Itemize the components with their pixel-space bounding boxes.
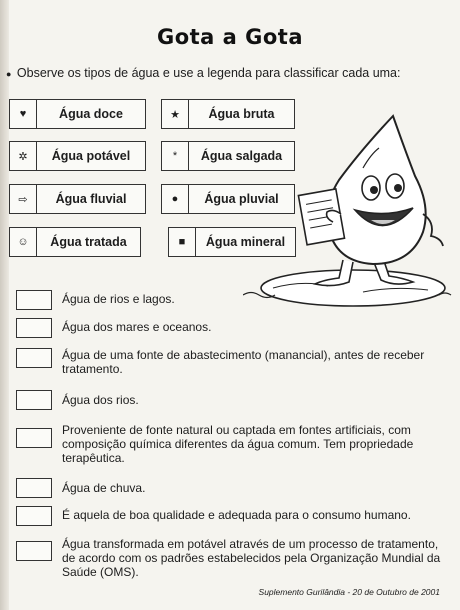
- legend-label: Água potável: [51, 149, 131, 163]
- answer-box-3[interactable]: [16, 348, 52, 368]
- legend-label: Água pluvial: [204, 192, 279, 206]
- legend-agua-doce: [9, 99, 146, 129]
- dot-icon: ●: [162, 185, 189, 213]
- legend-label: Água tratada: [50, 235, 127, 249]
- square-icon: ■: [169, 228, 196, 256]
- legend-agua-tratada: [9, 227, 141, 257]
- answer-box-8[interactable]: [16, 541, 52, 561]
- item-text-8: Água transformada em potável através de um processo de tratamento, de acordo com os padrões estabelecidos pela Organização Mundial da Saúde (OMS).: [62, 537, 441, 579]
- answer-box-2[interactable]: [16, 318, 52, 338]
- item-text-7: É aquela de boa qualidade e adequada para o consumo humano.: [62, 508, 411, 522]
- sun-icon: ✲: [10, 142, 37, 170]
- item-text-3: Água de uma fonte de abastecimento (manancial), antes de receber tratamento.: [62, 348, 425, 376]
- heart-icon: ♥: [10, 100, 37, 128]
- legend-label: Água bruta: [208, 107, 275, 121]
- star-icon: ★: [162, 100, 189, 128]
- legend-label: Água mineral: [205, 235, 286, 249]
- item-text-2: Água dos mares e oceanos.: [62, 320, 212, 334]
- legend-label: Água salgada: [200, 149, 283, 163]
- instruction-text: Observe os tipos de água e use a legenda para classificar cada uma:: [16, 66, 401, 80]
- item-text-1: Água de rios e lagos.: [62, 292, 175, 306]
- asterisk-icon: *: [162, 142, 189, 170]
- answer-box-6[interactable]: [16, 478, 52, 498]
- water-drop-mascot-illustration: [243, 110, 453, 310]
- smiley-icon: ☺: [10, 228, 37, 256]
- answer-box-4[interactable]: [16, 390, 52, 410]
- legend-agua-potavel: [9, 141, 146, 171]
- item-text-6: Água de chuva.: [62, 481, 146, 495]
- legend-agua-fluvial: [9, 184, 146, 214]
- page-title: Gota a Gota: [156, 25, 304, 49]
- item-text-5: Proveniente de fonte natural ou captada em fontes artificiais, com composição química diferentes da água comum. Tem propriedade terapêutica.: [62, 423, 414, 465]
- bullet-icon: ●: [6, 69, 12, 79]
- answer-box-7[interactable]: [16, 506, 52, 526]
- answer-box-1[interactable]: [16, 290, 52, 310]
- instruction: [6, 66, 401, 80]
- answer-box-5[interactable]: [16, 428, 52, 448]
- page-edge-shadow: [0, 0, 12, 610]
- legend-label: Água fluvial: [55, 192, 127, 206]
- legend-label: Água doce: [59, 107, 123, 121]
- footer-source: Suplemento Gurilândia - 20 de Outubro de 2001: [258, 587, 440, 597]
- item-text-4: Água dos rios.: [62, 393, 139, 407]
- arrow-icon: ⇨: [10, 185, 37, 213]
